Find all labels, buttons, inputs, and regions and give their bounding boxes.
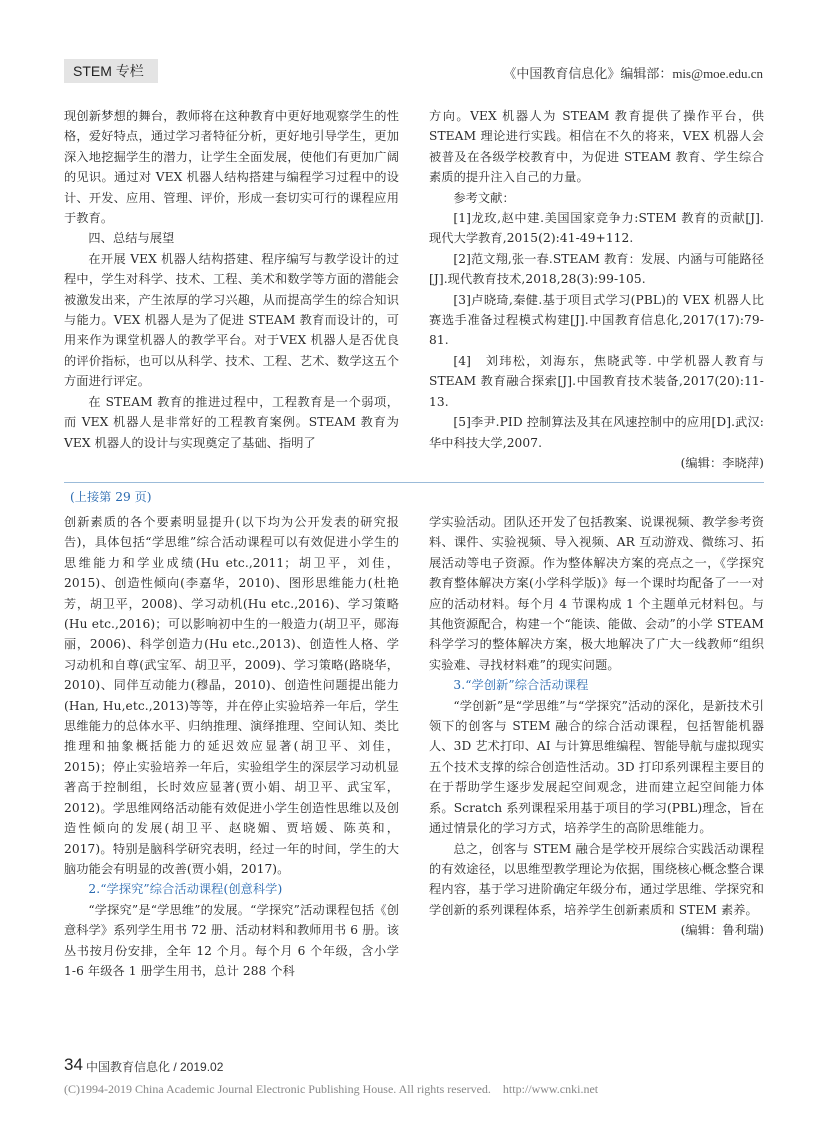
section-heading: 2.“学探究”综合活动课程(创意科学) [88,882,283,897]
paragraph: 在 STEAM 教育的推进过程中，工程教育是一个弱项，而 VEX 机器人是非常好的工程教育案例。STEAM 教育为 VEX 机器人的设计与实现奠定了基础、指明了 [64,394,399,450]
bottom-right-column [429,512,764,941]
journal-issue: 中国教育信息化 / 2019.02 [86,1060,224,1074]
section-heading: 四、总结与展望 [88,231,175,246]
top-right-column [429,106,764,473]
paragraph: 现创新梦想的舞台，教师将在这种教育中更好地观察学生的性格，爱好特点，通过学习者特征分析，更好地引导学生，更加深入地挖掘学生的潜力，让学生全面发展，使他们有更加广阔的见识。通过对 VEX 机器人结构搭建与编程学习过程中的设计、开发、应用、管理、评价，形成一套切实可行的课程应用于教育。 [64,109,399,226]
reference-item: [3]卢晓琦,秦健.基于项目式学习(PBL)的 VEX 机器人比赛选手准备过程模式构建[J].中国教育信息化,2017(17):79-81. [429,292,764,348]
paragraph: “学创新”是“学思维”与“学探究”活动的深化，是新技术引领下的创客与 STEM 融合的综合活动课程，包括智能机器人、3D 艺术打印、AI 与计算思维编程、智能导航与虚拟现实五个技术支撑的综合创造性活动。3D 打印系列课程主要目的在于帮助学生逐步发展起空间观念，进而建立起空间能力体系。Scratch 系列课程采用基于项目的学习(PBL)理念，旨在通过情景化的学习方式，培养学生的高阶思维能力。 [429,698,764,836]
paragraph: 方向。VEX 机器人为 STEAM 教育提供了操作平台，供 STEAM 理论进行实践。相信在不久的将来，VEX 机器人会被普及在各级学校教育中，为促进 STEAM 教育、学生综合素质的提升注入自己的力量。 [429,109,764,185]
references-heading: 参考文献： [453,190,515,205]
reference-item: [2]范文翔,张一春.STEAM 教育：发展、内涵与可能路径[J].现代教育技术,2018,28(3):99-105. [429,251,764,287]
bottom-left-column [64,512,399,981]
reference-item: [1]龙玫,赵中建.美国国家竞争力:STEM 教育的贡献[J].现代大学教育,2015(2):41-49+112. [429,211,764,246]
editor-credit: (编辑：鲁利瑞) [680,923,764,938]
editor-credit: (编辑：李晓萍) [680,455,764,470]
continued-from-label: (上接第 29 页) [70,490,152,504]
paragraph: 学实验活动。团队还开发了包括教案、说课视频、教学参考资料、课件、实验视频、导入视频、AR 互动游戏、微练习、拓展活动等电子资源。作为整体解决方案的亮点之一，《学探究教育整体解决方案(小学科学版)》每一个课时均配备了一一对应的活动材料。每个月 4 节课构成 1 个主题单元材料包。与其他资源配合，构建一个“能读、能做、会动”的小学 STEAM 科学学习的整体解决方案，极大地解决了广大一线教师“组织实验难、寻找材料难”的现实问题。 [429,515,764,672]
page-number: 34 [64,1055,83,1074]
paragraph: 总之，创客与 STEM 融合是学校开展综合实践活动课程的有效途径，以思维型教学理论为依据，围绕核心概念整合课程内容，基于学习进阶确定年级分布，通过学思维、学探究和学创新的系列课程体系，培养学生创新素质和 STEM 素养。 [429,841,764,917]
section-tag: STEM 专栏 [64,59,158,83]
paragraph: 在开展 VEX 机器人结构搭建、程序编写与教学设计的过程中，学生对科学、技术、工程、美术和数学等方面的潜能会被激发出来，产生浓厚的学习兴趣，从而提高学生的综合知识与能力。VEX 机器人是为了促进 STEAM 教育而设计的，可用来作为课堂机器人的教学平台。对于VEX 机器人是否优良的评价指标，也可以从科学、技术、工程、艺术、数学这五个方面进行评定。 [64,251,399,389]
reference-item: [4] 刘玮松，刘海东，焦晓武等. 中学机器人教育与STEAM 教育融合探索[J].中国教育技术装备,2017(20):11-13. [429,353,764,409]
journal-email-header: 《中国教育信息化》编辑部：mis@moe.edu.cn [503,66,763,81]
paragraph: “学探究”是“学思维”的发展。“学探究”活动课程包括《创意科学》系列学生用书 72 册、活动材料和教师用书 6 册。该丛书按月份安排，全年 12 个月。每个月 6 个年级，含小学 1-6 年级各 1 册学生用书，总计 288 个科 [64,902,399,978]
section-divider [64,482,764,483]
copyright-notice: (C)1994-2019 China Academic Journal Electronic Publishing House. All rights reserved. http://www.cnki.net [64,1082,599,1096]
top-left-column [64,106,399,453]
reference-item: [5]李尹.PID 控制算法及其在风速控制中的应用[D].武汉:华中科技大学,2007. [429,415,764,450]
paragraph: 创新素质的各个要素明显提升(以下均为公开发表的研究报告)，具体包括“学思维”综合活动课程可以有效促进小学生的思维能力和学业成绩(Hu etc.,2011；胡卫平，刘佳，2015)、创造性倾向(李嘉华，2010)、图形思维能力(杜艳芳，胡卫平，2008)、学习动机(Hu etc.,2016)、学习策略(Hu etc.,2016)；可以影响初中生的一般造力(胡卫平，郧海丽，2006)、科学创造力(Hu etc.,2013)、创造性人格、学习动机和自尊(武宝军、胡卫平，2009)、学习策略(路晓华，2010)、同伴互动能力(穆晶，2010)、创造性问题提出能力(Han, Hu,etc.,2013)等等，并在停止实验培养一年后，学生思维能力的总体水平、归纳推理、演绎推理、空间认知、类比推理和抽象概括能力的延迟效应显著(胡卫平、刘佳，2015)；停止实验培养一年后，实验组学生的深层学习动机显著高于控制组，长时效应显著(贾小娟、胡卫平、武宝军，2012)。学思维网络活动能有效促进小学生创造性思维以及创造性倾向的发展(胡卫平、赵晓媚、贾培媛、陈英和，2017)。特别是脑科学研究表明，经过一年的时间，学生的大脑功能会有明显的改善(贾小娟，2017)。 [64,515,399,876]
section-heading: 3.“学创新”综合活动课程 [453,678,589,693]
